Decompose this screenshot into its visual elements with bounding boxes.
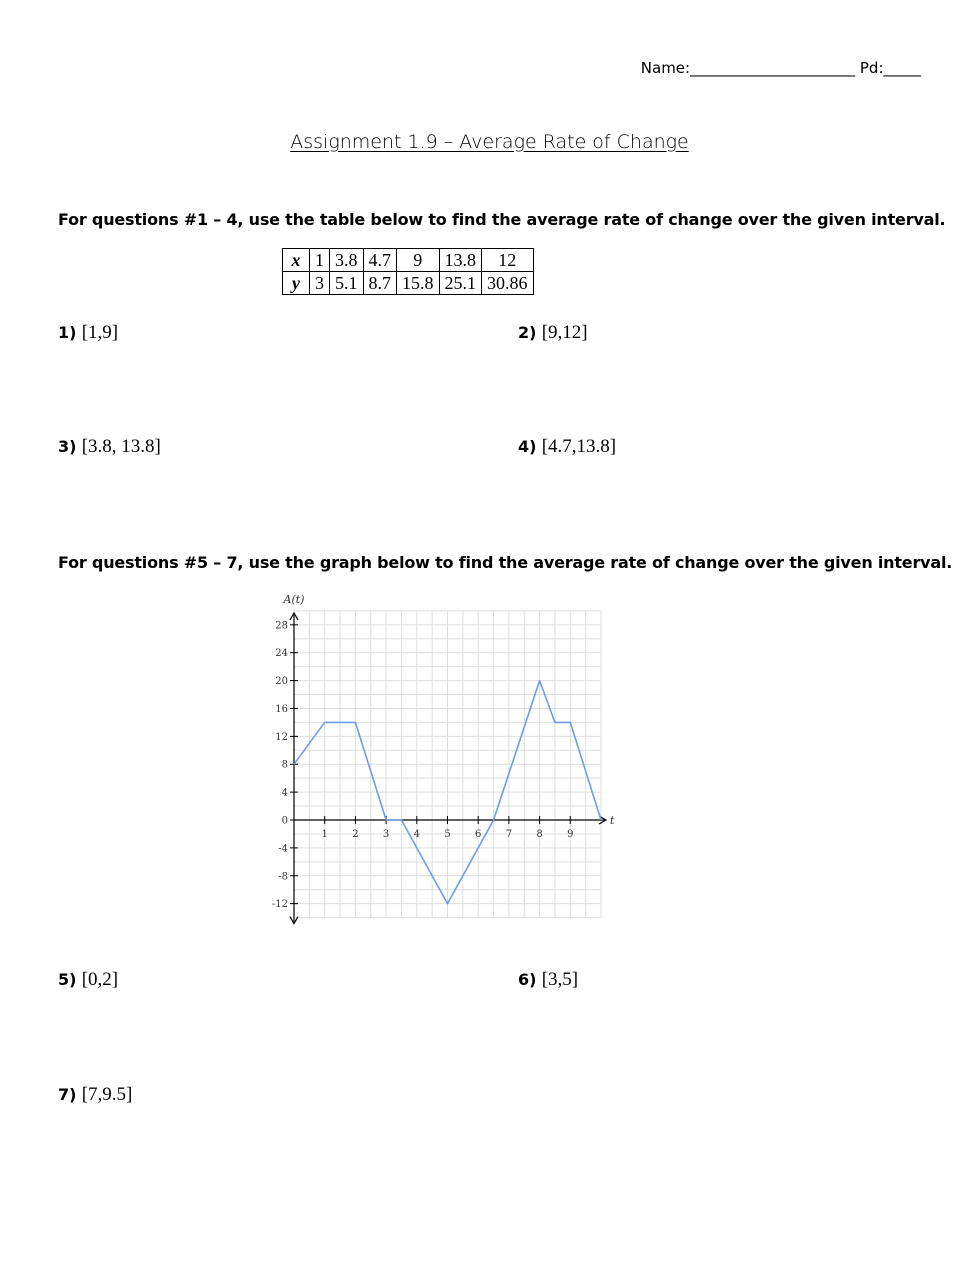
question-interval: [1,9] xyxy=(81,322,119,343)
question-5 xyxy=(58,969,118,991)
table-cell: 30.86 xyxy=(482,272,534,295)
name-blank[interactable]: ______________________ xyxy=(690,59,856,77)
table-cell: 12 xyxy=(482,249,534,272)
data-table xyxy=(282,248,534,295)
period-label: Pd: xyxy=(859,59,884,77)
y-tick-label: 20 xyxy=(275,676,288,688)
y-tick-label: -12 xyxy=(271,899,288,911)
question-interval: [9,12] xyxy=(541,322,588,343)
table-cell: 8.7 xyxy=(363,272,397,295)
table-cell: 3 xyxy=(310,272,330,295)
table-cell: 13.8 xyxy=(439,249,482,272)
question-6 xyxy=(518,969,578,991)
question-1 xyxy=(58,322,118,344)
table-cell-x-label: x xyxy=(283,249,310,272)
question-7 xyxy=(58,1084,132,1106)
x-tick-label: 2 xyxy=(352,829,359,840)
name-label: Name: xyxy=(640,59,691,77)
table-cell: 25.1 xyxy=(439,272,482,295)
y-tick-label: 16 xyxy=(275,703,288,715)
question-3 xyxy=(58,436,161,458)
table-cell-y-label: y xyxy=(283,272,310,295)
table-cell: 9 xyxy=(397,249,440,272)
y-tick-label: 8 xyxy=(281,759,288,771)
question-number: 4) xyxy=(518,437,537,456)
question-4 xyxy=(518,436,616,458)
question-interval: [7,9.5] xyxy=(81,1084,133,1105)
y-axis-label: A(t) xyxy=(283,592,305,606)
x-axis-label: t xyxy=(610,814,615,827)
table-cell: 5.1 xyxy=(330,272,364,295)
x-tick-label: 9 xyxy=(567,829,574,840)
page-title: Assignment 1.9 – Average Rate of Change xyxy=(290,131,689,153)
x-tick-label: 6 xyxy=(475,829,482,840)
section2-instructions: For questions #5 – 7, use the graph below to find the average rate of change over the given interval. xyxy=(58,553,953,572)
table-row-y xyxy=(283,272,534,295)
question-interval: [3,5] xyxy=(541,969,579,990)
x-tick-label: 5 xyxy=(444,829,451,840)
question-number: 2) xyxy=(518,323,537,342)
y-tick-label: 24 xyxy=(275,648,288,660)
table-cell: 3.8 xyxy=(330,249,364,272)
period-blank[interactable]: _____ xyxy=(883,59,921,77)
table-cell: 15.8 xyxy=(397,272,440,295)
y-tick-label: 28 xyxy=(275,620,288,632)
table-cell: 4.7 xyxy=(363,249,397,272)
y-tick-label: -4 xyxy=(278,843,288,855)
question-number: 6) xyxy=(518,970,537,989)
y-tick-label: 12 xyxy=(275,731,288,743)
question-2 xyxy=(518,322,588,344)
table-cell: 1 xyxy=(310,249,330,272)
x-tick-label: 3 xyxy=(382,829,390,840)
y-tick-label: -8 xyxy=(278,871,288,883)
table-row-x xyxy=(283,249,534,272)
x-tick-label: 8 xyxy=(536,829,543,840)
question-number: 3) xyxy=(58,437,77,456)
question-number: 7) xyxy=(58,1085,77,1104)
question-interval: [0,2] xyxy=(81,969,119,990)
y-tick-label: 4 xyxy=(281,787,288,799)
question-number: 1) xyxy=(58,323,77,342)
line-chart xyxy=(262,585,622,925)
question-interval: [3.8, 13.8] xyxy=(81,436,161,457)
y-tick-label: 0 xyxy=(281,815,288,827)
question-interval: [4.7,13.8] xyxy=(541,436,617,457)
x-tick-label: 1 xyxy=(321,829,328,840)
section1-instructions: For questions #1 – 4, use the table below to find the average rate of change over the given interval. xyxy=(58,210,946,229)
x-tick-label: 7 xyxy=(505,829,513,840)
question-number: 5) xyxy=(58,970,77,989)
name-period-line xyxy=(641,59,921,77)
x-tick-label: 4 xyxy=(413,829,420,840)
